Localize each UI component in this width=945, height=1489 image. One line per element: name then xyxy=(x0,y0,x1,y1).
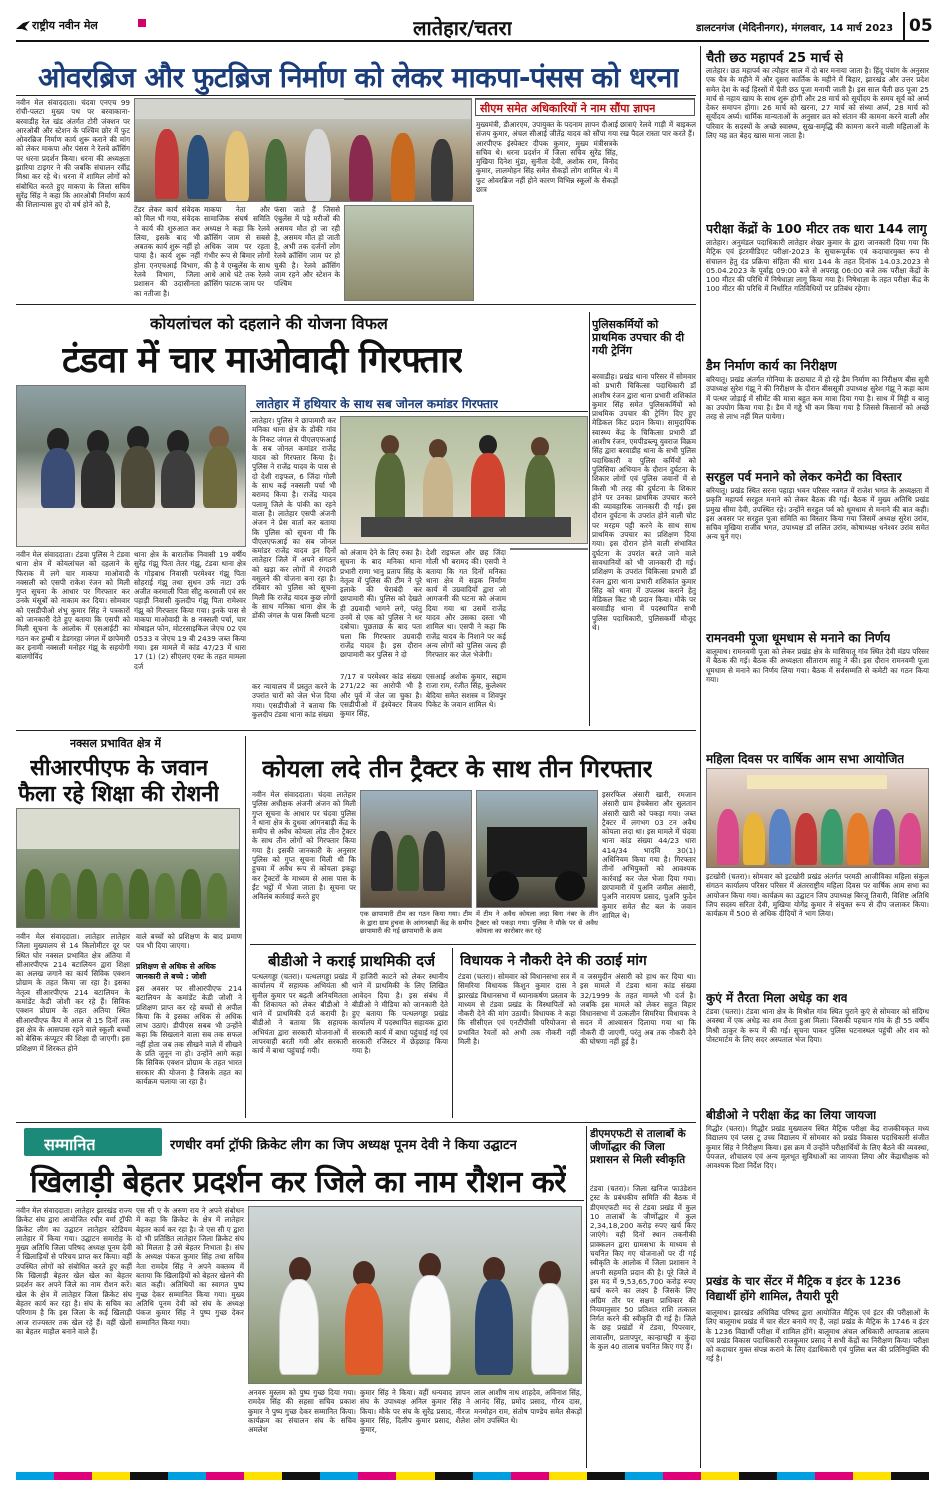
story2-col5: देशी राइफल और छह जिंदा गोली भी बरामद की। एसपी ने बताया कि गत दिनों मनिका थाना क्षेत्र में सड़क निर्माण कार्य में उग्रवादियों द्वारा जो आगजनी की घटना को अंजाम दिया गया था उसमें राजेंद्र यादव और उसका दस्ता भी शामिल था। एसपी ने कहा कि राजेंद्र यादव के निशाने पर कई अन्य लोगों को पुलिस जल्द ही गिरफ्तार कर जेल भेजेगी। xyxy=(426,548,506,660)
divider xyxy=(589,312,590,726)
story9-kicker: रणधीर वर्मा ट्रॉफी क्रिकेट लीग का जिप अध्यक्ष पूनम देवी ने किया उद्घाटन xyxy=(170,1138,517,1153)
divider xyxy=(586,1126,587,1468)
divider xyxy=(250,411,588,412)
story4-col2: वाले बच्चों को प्रशिक्षण के बाद प्रमाण पत्र भी दिया जाएगा। xyxy=(136,932,242,951)
main-headline: ओवरब्रिज और फुटब्रिज निर्माण को लेकर माकपा-पंसस को धरना xyxy=(38,61,679,94)
story6-body1: पत्थलगड्डा (चतरा)। पत्थलगड्डा प्रखंड कार्यालय में सहायक अभियंता श्री सुनील कुमार पर बढ़ती अनियमितता की शिकायत को लेकर बीडीओ ने थाने में प्राथमिकी दर्ज करायी है। बीडीओ ने बताया कि सहायक अभियंता द्वारा सरकारी योजनाओं में लापरवाही बरती गयी और सरकारी कार्य में बाधा पहुंचाई गयी। xyxy=(252,972,348,1056)
story4-col2b: इस अवसर पर सीआरपीएफ 214 बटालियन के कमांडेंट केडी जोशी ने प्रशिक्षण प्राप्त कर रहे बच्चों से अपील किया कि वे इसका अधिक से अधिक लाभ उठाएं। डीपीएस सबब भी उन्होंने कहा कि सिखलाने वाला सब तक सफल नहीं होता जब तक सीखने वाले में सीखने के प्रति जुनून ना हो। उन्होंने आगे कहा कि सिविक एक्शन प्रोग्राम के तहत भारत सरकार की योजना है जिसके तहत का कार्यक्रम चलाया जा रहा है। xyxy=(136,984,242,1086)
story4-kicker: नक्सल प्रभावित क्षेत्र में xyxy=(70,737,162,750)
right-p2: लातेहार। अनुमंडल पदाधिकारी लातेहार शेखर कुमार के द्वारा जानकारी दिया गया कि मैट्रिक एवं इंटरमीडिएट परीक्षा-2023 के सुचारूपूर्वक एवं कदाचारमुक्त रूप से संचालन हेतु दंड प्रक्रिया संहिता की धारा 144 के तहत दिनांक 14.03.2023 से 05.04.2023 के पूर्वाह्न 09:00 बजे से अपराह्न 06:00 बजे तक परीक्षा केंद्रों के 100 मीटर की परिधि में निषेधाज्ञा लागू किया गया है। निषेधाज्ञा के तहत परीक्षा केंद्र के 100 मीटर की परिधि में निर्धारित गतिविधियों पर प्रतिबंध रहेगा। xyxy=(706,238,929,294)
story9-col3: अनवरु मुस्लम को पुष्प गुच्छ दिया गया। रामदेव सिंह की सहसा सचिव प्रकाश कुमार ने पुष्प गुच्छ देकर सम्मानित किया। कार्यक्रम का संचालन संघ के सचिव अमलेश xyxy=(248,1388,356,1435)
tractor-photo-1 xyxy=(360,790,472,908)
story4-headline1: सीआरपीएफ के जवान xyxy=(30,756,209,781)
story4-sub: प्रशिक्षण से अधिक से अधिक जानकारी ले बच्चे : जोशी xyxy=(136,962,216,981)
story2-col3: लातेहार। पुलिस ने छापामारी कर मनिका थाना क्षेत्र के डोंकी गांव के निकट जंगल से पीएलएफआई के सब जोनल कमांडर राजेंद्र यादव को गिरफ्तार किया है। पुलिस ने राजेंद्र यादव के पास से दो देशी राइफल, 6 जिंदा गोली के साथ कई नक्सली पर्चा भी बरामद किया है। राजेंद्र यादव पलामू जिले के पांकी का रहने वाला है। लातेहार एसपी अंजनी अंजन ने प्रेस वार्ता कर बताया कि पुलिस को सूचना मी कि पीएलएफआई का सब जोनल कमांडर राजेंद्र यादव इन दिनों लातेहार जिले में अपने संगठन को खड़ा कर लोगों में रंगदारी वसूलने की योजना बना रहा है। रविवार को पुलिस को सूचना मिली कि राजेंद्र यादव कुछ लोगों के साथ मनिका थाना क्षेत्र के डोंकी जंगल के पास किसी घटना xyxy=(252,416,336,621)
masthead xyxy=(16,12,933,42)
story2-headline: टंडवा में चार माओवादी गिरफ्तार xyxy=(62,340,463,381)
story5-col1: नवीन मेल संवाददाता। चंदवा लातेहार पुलिस अधीक्षक अंजनी अंजन को मिली गुप्त सूचना के आधार पर चंदवा पुलिस ने थाना क्षेत्र के दुधवा आंगनबाड़ी केंद्र के समीप से अवैध कोयला लोड तीन ट्रैक्टर के साथ तीन लोगों को गिरफ्तार किया गया है। इसकी जानकारी के अनुसार पुलिस को गुप्त सूचना मिली थी कि हुचवा में अवैध रूप से कोयला इकट्ठा कर ट्रैक्टरों के माध्यम से आस पास के ईंट भट्ठों में भेजा जाता है। सूचना पर अविलंब कार्रवाई करते हुए xyxy=(252,790,356,902)
right-h8: बीडीओ ने परीक्षा केंद्र का लिया जायजा xyxy=(706,1108,877,1122)
divider xyxy=(245,736,246,1118)
story7-headline: विधायक ने नौकरी देने की उठाई मांग xyxy=(460,953,647,969)
right-h6: महिला दिवस पर वार्षिक आम सभा आयोजित xyxy=(706,752,905,766)
latehar-arrest-photo xyxy=(340,416,588,544)
story3-headline: पुलिसकर्मियों को प्राथमिक उपचार की दी गयी ट्रेनिंग xyxy=(592,318,685,357)
protest-photo-3 xyxy=(344,98,472,100)
right-h2: परीक्षा केंद्रों के 100 मीटर तक धारा 144 लागू xyxy=(706,221,927,236)
right-h1: चैती छठ महापर्व 25 मार्च से xyxy=(706,51,844,66)
divider xyxy=(700,46,701,1468)
right-p8: गिद्धौर (चतरा)। गिद्धौर प्रखंड मुख्यालय स्थित मैट्रिक परीक्षा केंद्र राजकीयकृत मध्य विद्यालय एवं प्लस टू उच्च विद्यालय में सोमवार को प्रखंड विकास पदाधिकारी संजीत कुमार सिंह ने निरीक्षण किया। इस क्रम में उन्होंने परीक्षार्थियों के लिए बैठने की व्यवस्था, पेयजल, शौचालय एवं अन्य मूलभूत सुविधाओं का जायजा लिया और केंद्राधीक्षक को आवश्यक दिशा निर्देश दिए। xyxy=(706,1124,929,1171)
story2-col1: नवीन मेल संवाददाता। टंडवा पुलिस ने टंडवा थाना क्षेत्र में कोयलांचल को दहलाने के फिराक में लगे चार माकपा माओवादी नक्सली को एसपी राकेश रंजन को मिली गुप्त सूचना के आधार पर गिरफ्तार कर उनके मंसूबों को नाकाम कर दिया। सोमवार को एसडीपीओ शंभु कुमार सिंह ने पत्रकारों को जानकारी देते हुए बताया कि एसपी को मिली सूचना के आलोक में एसआईटी का गठन कर हुम्बी व डेडगरहा जंगल में छापेमारी कर इनामी नक्सली मनोहर गंझू के सहयोगी बालगोविंद xyxy=(16,550,130,662)
right-p9: बालूमाथ। झारखंड अधिविद्य परिषद द्वारा आयोजित मैट्रिक एवं इंटर की परीक्षाओं के लिए बालूमाथ प्रखंड में चार सेंटर बनाये गए हैं, जहां प्रखंड के मैट्रिक के 1746 व इंटर के 1236 विद्यार्थी परीक्षा में शामिल होंगे। बालूमाथ अंचल अधिकारी आफताब आलम एवं प्रखंड विकास पदाधिकारी राजकुमार प्रसाद ने सभी केंद्रों का निरीक्षण किया। परीक्षा को कदाचार मुक्त संपन्न कराने के लिए दंडाधिकारी एवं पुलिस बल की प्रतिनियुक्ति की गई है। xyxy=(706,1308,929,1364)
story8-body: टंडवा (चतरा)। जिला खनिज फाउंडेशन ट्रस्ट के प्रबंधकीय समिति की बैठक में डीएमएफटी मद से टंडवा प्रखंड में कुल 10 तालाबों के जीर्णोद्धार में कुल 2,34,18,200 करोड़ रुपए खर्च किए जाएंगे। वही दिनों स्थान तकनीकी प्राक्कलन द्वारा ग्रामसभा के माध्यम से चयनित किए गए योजनाओं पर दी गई स्वीकृति के आलोक में जिला प्रशासन ने अपनी सहमति प्रदान की है। पूरे जिले में इस मद में 9,53,65,700 करोड़ रुपए खर्च करने का लक्ष्य है जिसके लिए अग्रिम तौर पर सक्षम प्राधिकार की नियमानुसार 50 प्रतिशत राशि तत्काल निर्गत करने की स्वीकृति दी गई है। जिले के छह प्रखंडों में टंडवा, पिपरवार, लावालौंग, प्रतापपुर, कान्हाचट्टी व कुंदा के कुल 40 तालाब चयनित किए गए हैं। xyxy=(590,1184,696,1352)
pink-marker xyxy=(138,19,146,27)
story5-col2: एक छापामारी टीम का गठन किया गया। टीम के द्वारा ग्राम हुचवा के आंगनबाड़ी केंद्र के समीप छापामारी की गई छापामारी के क्रम xyxy=(360,910,472,936)
story2-col2: थाना क्षेत्र के बारातोंक निवासी 19 वर्षीय सुरेंद्र गंझू पिता तेतर गंझू, टंडवा थाना क्षेत्र के गोड़बाध निवासी परमेश्वर गंझू पिता सोहराई गंझू तथा सुधन उर्फ नाटा उर्फ अजीत करमाली पिता सीटु करमाली एवं सर पहाड़ी निवासी कुलदीप गंझू पिता रामेश्वर गंझू को गिरफ्तार किया गया। इनके पास से माकपा माओवादी के 8 नक्सली पर्चा, चार मोबाइल फोन, मोटरसाइकिल जेएच 02 एव 0533 व जेएच 19 बी 2439 जब्त किया गया। इस मामले में कांड 47/23 में धारा 17 (1) (2) सीएलए एक्ट के तहत मामला दर्ज xyxy=(134,550,246,671)
story1-col3: माकपा नेता और सामाजिक संघर्ष समिति अध्यक्ष ने कहा कि रेलवे क्रॉसिंग जाम से सबसे अधिक जाम पर रहता गंभीर रूप से बिमार लोगों की है वे एम्बुलेंस के साथ आधे आधे घंटे तक रेलवे क्रॉसिंग फाटक जाम पर xyxy=(204,205,270,289)
story4-col1: नवीन मेल संवाददाता। लातेहार लातेहार जिला मुख्यालय से 14 किलोमीटर दूर पर स्थित घोर नक्सल प्रभावित क्षेत्र अंतिया में सीआरपीएफ 214 बटालियन द्वारा शिक्षा का अलख जगाने का कार्य सिविक एक्शन प्रोग्राम के तहत किया जा रहा है। इसका नेतृत्व सीआरपीएफ 214 बटालियन के कमांडेंट केडी जोशी कर रहे हैं। सिविक एक्शन प्रोग्राम के तहत अतिया स्थित सीआरपीएफ कैंप में आज से 15 दिनों तक इस क्षेत्र के आसपास रहने वाले स्कूली बच्चों को बेसिक कंप्यूटर की शिक्षा दी जाएगी। इस प्रशिक्षण में शिरकत होने xyxy=(16,932,130,1053)
divider xyxy=(16,95,696,96)
story5-col3: में टीम ने अवैध कोयला लदा बिना नंबर के तीन ट्रैक्टर को पकड़ा गया। पुलिस ने मौके पर से अवैध कोयला का कारोबार कर रहे xyxy=(476,910,598,936)
story9-col4: कुमार सिंह ने किया। वहीं धन्यवाद ज्ञापन संघ के उपाध्यक्ष अनिल कुमार सिंह ने किया। मौके पर संघ के सुरेंद्र प्रसाद, नीरज कुमार सिंह, दिलीप कुमार प्रसाद, शैलेश कुमार, xyxy=(360,1388,470,1435)
story5-col4: इसरफिल अंसारी खारी, रमजान अंसारी ग्राम हेचबेसरा और सुलतान अंसारी खारी को पकड़ा गया। जब्त ट्रैक्टर में लगभग 03 टन अवैध कोयला लदा था। इस मामले में चंदवा थाना कांड संख्या 44/23 धारा 414/34 भादवि 30(1) अधिनियम किया गया है। गिरफ्तार तीनों अभियुक्तों को आवश्यक कार्रवाई कर जेल भेजा दिया गया। छापामारी में पुअनि जमील अंसारी, पुअनि नारायण प्रसाद, पुअनि फुदेन कुमार समेत सैट बल के जवान शामिल थे। xyxy=(602,790,696,920)
protest-photo-4 xyxy=(344,205,474,301)
right-p5: बालूमाथ। रामनवमी पूजा को लेकर प्रखंड क्षेत्र के मासियातू गांव स्थित देवी मंडप परिसर में बैठक की गई। बैठक की अध्यक्षता सीताराम साहू ने की। इस दौरान रामनवमी पूजा धूमधाम से मनाने का निर्णय लिया गया। बैठक में सर्वसम्मति से कमेटी का गठन किया गया। xyxy=(706,647,929,684)
story2-col4: को अंजाम देने के लिए रुका है। सूचना के बाद मनिका थाना प्रभारी राणा भानु प्रताप सिंह के नेतृत्व में पुलिस की टीम ने पूरे इलाके की घेराबंदी कर छापामारी की। पुलिस को देखते ही उग्रवादी भागने लगे, परंतु उनमें से एक को पुलिस ने धर दबोचा। पूछताछ के बाद पता चला कि गिरफ्तार उग्रवादी राजेंद्र यादव है। इस दौरान छापामारी कर पुलिस ने दो xyxy=(340,548,422,660)
story2-col8: एसआई अशोक कुमार, सद्दाम राजा राम, रंजीत सिंह, कुलेश्वर बेदिया समेत सशस्त्र व शिवपुर पिकेट के जवान शामिल थे। xyxy=(426,672,506,709)
story9-col5: लाल आशीष नाथ शाहदेव, अविनाश सिंह, आनंद सिंह, प्रमोद प्रसाद, गौरव दास, मनमोहन राम, संतोष पाण्डेय समेत सैकड़ों लोग उपस्थित थे। xyxy=(474,1388,582,1425)
story1-subhead: सीएम समेत अधिकारियों ने नाम सौंपा ज्ञापन xyxy=(480,102,656,115)
story1-col4: फंसा जाते हैं जिससे एंबुलेंस में पड़े मरीजों की असमय मौत हो जा रही है, असमय मौत हो जाती है, अभी तक दर्जनों लोग रेलवे क्रॉसिंग जाम पर हो चुकी है। रेलवे क्रॉसिंग जाम रहने और स्टेशन के पश्चिम xyxy=(274,205,340,289)
police-photo xyxy=(510,548,588,550)
tractor-photo-2 xyxy=(476,790,598,908)
right-h3: डैम निर्माण कार्य का निरीक्षण xyxy=(706,358,837,373)
story2-col6-text: कर न्यायालय में प्रस्तुत करने के उपरांत चारों को जेल भेज दिया गया। एसडीपीओ ने बताया कि कुलदीप टंडवा थाना कांड संख्या xyxy=(252,682,336,719)
divider xyxy=(16,730,696,731)
story6-body2: में हाजिरी काटने को लेकर स्थानीय थाने में प्राथमिकी के लिए लिखित आवेदन दिया है। इस संबंध में बीडीओ ने मीडिया को जानकारी देते हुए बताया कि पत्थलगड्डा प्रखंड कार्यालय में पदस्थापित सहायक द्वारा सरकारी कार्य में बाधा पहुंचाई गई एवं सरकारी रजिस्टर में छेड़छाड़ किया गया है। xyxy=(352,972,448,1056)
story5-headline: कोयला लदे तीन ट्रैक्टर के साथ तीन गिरफ्तार xyxy=(262,755,653,783)
paper-name: राष्ट्रीय नवीन मेल xyxy=(32,19,98,32)
women-day-photo xyxy=(706,768,929,868)
divider xyxy=(16,1200,584,1201)
divider xyxy=(16,304,696,305)
maoists-photo xyxy=(16,385,246,547)
right-h9: प्रखंड के चार सेंटर में मैट्रिक व इंटर के 1236 विद्यार्थी होंगे शामिल, तैयारी पूरी xyxy=(706,1274,901,1303)
story9-col2: एस सी ए के अरुण राय ने अपने संबोधन में कहा कि क्रिकेट के क्षेत्र में लातेहार बेहतर कार्य कर रहा है। जे एस सी ए द्वारा दो भी प्रतिष्ठित लातेहार जिला क्रिकेट संघ को मिलता है उसे बेहतर निभाता है। संघ के अध्यक्ष पंकज कुमार सिंह तथा सचिव नेता रामदेव सिंह ने अपने वक्तव्य में बताया कि खिलाड़ियों को बेहतर खेलने की बात कही। अतिथियों का स्वागत पुष्प गुच्छ देकर सम्मानित किया गया। मुख्य अतिथि पूनम देवी को संघ के अध्यक्ष पंकज कुमार सिंह ने पुष्प गुच्छ देकर सम्मानित किया गया। xyxy=(136,1206,244,1327)
crpf-class-photo xyxy=(16,808,240,928)
story8-headline: डीएमएफटी से तालाबों के जीर्णोद्धार की जिला प्रशासन से मिली स्वीकृति xyxy=(590,1128,686,1166)
story1-col1: नवीन मेल संवाददाता। चंदवा एनएच 99 रांची-पलटा मुख्य पथ पर बरवाकाना- बरवाडीह रेल खंड अंतर्गत टोरी जंक्शन पर आरओबी और स्टेशन के पश्चिम छोर में फुट ओवरब्रिज निर्माण कार्य शुरू कराने की मांग को लेकर माकपा और पंसस ने रेलवे क्रॉसिंग पर धरना प्रदर्शन किया। धरना की अध्यक्षता झारिया टाइगर ने की जबकि संचालन रवींद्र मिश्रा कर रहे थे। धरना में शामिल लोगों को संबोधित करते हुए माकपा के जिला सचिव सुरेंद्र सिंह ने कहा कि आरओबी निर्माण कार्य की शिलान्यास हुए दो वर्ष होने को है, xyxy=(16,98,130,210)
place-date: डालटनगंज (मेदिनीनगर), मंगलवार, 14 मार्च 2023 xyxy=(696,23,894,34)
story2-col7: 7/17 व परमेश्वर कांड संख्या 271/22 का आरोपी भी है और पूर्व में जेल जा चुका है। एसडीपीओ में इंस्पेक्टर विजय कुमार सिंह, xyxy=(340,672,422,719)
story9-col1: नवीन मेल संवाददाता। लातेहार झारखंड राज्य क्रिकेट संघ द्वारा आयोजित रघीर वर्मा ट्रॉफी क्रिकेट लीग का उद्घाटन लातेहार स्टेडियम लातेहार में किया गया। उद्घाटन समारोह के मुख्य अतिथि जिला परिषद अध्यक्ष पूनम देवी ने खिलाड़ियों से परिचय प्राप्त कर किया। वहीं उपस्थित लोगों को संबोधित करते हुए कहीं कि खिलाड़ी बेहतर खेल खेल का बेहतर प्रदर्शन कर अपने जिले का नाम रौशन करें। खेल के क्षेत्र में लातेहार जिला क्रिकेट संघ बेहतर कार्य कर रहा है। संघ के सचिव का परिणाम है कि इस जिला के कई खिलाड़ी आज राज्यस्तर तक खेल रहे हैं। वहीं खेलों का बेहतर माहौल बनाने वाले हैं। xyxy=(16,1206,132,1336)
divider xyxy=(452,948,453,1118)
right-p6: इटखोरी (चतरा)। सोमवार को इटखोरी प्रखंड अंतर्गत परमठी आजीविका महिला संकुल संगठन कार्यालय परिसर परिसर में अंतरराष्ट्रीय महिला दिवस पर वार्षिक आम सभा का आयोजन किया गया। कार्यक्रम का उद्घाटन जिप उपाध्यक्ष बिरजू तिवारी, विशिष्ट अतिथि जिप सदस्य सरिता देवी, मुखिया योगेंद्र कुमार ने संयुक्त रूप से दीप जलाकर किया। कार्यक्रम में 500 से अधिक दीदियों ने भाग लिया। xyxy=(706,872,929,919)
divider xyxy=(250,944,696,945)
right-p7: टंडवा (चतरा)। टंडवा थाना क्षेत्र के मिश्रौल गांव स्थित पुराने कुएं से सोमवार को संदिग्ध अवस्था में एक अधेड़ का शव तैरता हुआ मिला। जिसकी पहचान गांव के ही 55 वर्षीय मिश्री ठाकुर के रूप में की गई। सूचना पाकर पुलिस घटनास्थल पहुंची और शव को पोस्टमार्टम के लिए सदर अस्पताल भेज दिया। xyxy=(706,1007,929,1044)
story3-body: बरवाडीह। प्रखंड थाना परिसर में सोमवार को प्रभारी चिकित्सा पदाधिकारी डॉ आशीष रंजन द्वारा थाना प्रभारी शशिकांत कुमार सिंह समेत पुलिसकर्मियों को प्राथमिक उपचार की ट्रेनिंग दिए हुए मेडिकल किट प्रदान किया। सामुदायिक स्वास्थ्य केंद्र के चिकित्सा प्रभारी डॉ आशीष रंजन, एमपीडब्ल्यू युवराज विक्रम सिंह द्वारा बरवाडीह थाना के सभी पुलिस पदाधिकारी व पुलिस कर्मियों को पुलिसिया अभियान के दौरान दुर्घटना के शिकार लोगों एवं पुलिस जवानों में से किसी भी तरह की दुर्घटना के शिकार होने पर उनका प्राथमिक उपचार करने की व्यावहारिक जानकारी दी गई। इस दौरान दुर्घटना के उपरांत होने वाली चोट पर मरहम पट्टी करने के साथ साथ प्राथमिक उपचार का प्रशिक्षण दिया गया। इस दौरान होने वाली संभावित दुर्घटना के उपरांत बरते जाने वाले सावधानियों को भी जानकारी दी गई। प्रशिक्षण के उपरांत चिकित्सा प्रभारी डॉ रंजन द्वारा थाना प्रभारी शशिकांत कुमार सिंह को थाना में उपलब्ध कराने हेतु मेडिकल किट भी प्रदान किया। मौके पर बरवाडीह थाना में पदस्थापित सभी पुलिस पदाधिकारी, पुलिसकर्मी मौजूद थे। xyxy=(592,372,696,633)
section-title: लातेहार/चतरा xyxy=(413,16,512,40)
paper-logo-icon xyxy=(16,18,30,30)
right-h7: कुएं में तैरता मिला अधेड़ का शव xyxy=(706,991,848,1005)
right-p3: बरियातू। प्रखंड अंतर्गत गोनिया के छठाघाट में हो रहे डैम निर्माण का निरीक्षण बीस सूत्री उपाध्यक्ष सुरेश गंझू ने की निरीक्षण के दौरान बीससूत्री उपाध्यक्ष सुरेश गंझू ने कहा काम में पत्थर जोड़ाई में सीमेंट की मात्रा बहुत कम मात्रा दिया गया है। साथ में मिट्टी व बालू का उपयोग किया गया है। डैम में गड्ढे भी कम किया गया है जिससे किसानों को अच्छे तरह से लाभ नहीं मिल पायेगा। xyxy=(706,375,929,422)
story7-body1: टंडवा (चतरा)। सोमवार को विधानसभा सत्र में सिमरिया विधायक किशुन कुमार दास ने झारखंड विधानसभा में ध्यानाकर्षण प्रस्ताव के माध्यम से टंडवा प्रखंड के विस्थापितों को नौकरी देने की मांग उठायी। विधायक ने कहा कि सीसीएल एवं एनटीपीसी परियोजना से प्रभावित रैयतों को अभी तक नौकरी नहीं मिली है। xyxy=(458,972,576,1047)
divider xyxy=(16,1122,696,1123)
right-p1: लातेहार। छठ महापर्व का त्यौहार साल में दो बार मनाया जाता है। हिंदू पंचांग के अनुसार एक चैत्र के महीने में और दूसरा कार्तिक के महीने में बिहार, झारखंड और उत्तर प्रदेश समेत देश के कई हिस्सों में चैती छठ पूजा मनायी जाती है। इस साल चैती छठ पूजा 25 मार्च से नहाय खाय के साथ शुरू होगी और 28 मार्च को सूर्योदय के समय सूर्य को अर्घ्य देकर समापन होगा। 26 मार्च को खरना, 27 मार्च को संध्या अर्घ्य, 28 मार्च को सूर्योदय अर्घ्य। धार्मिक मान्यताओं के अनुसार व्रत को संतान की कामना करने वाली और परिवार के सदस्यों के अच्छे स्वास्थ्य, सुख-समृद्धि की कामना करने वाली महिलाओं के लिए यह व्रत बेहद खास माना जाता है। xyxy=(706,66,929,141)
protest-photo xyxy=(134,98,472,202)
right-p4: बरियातू। प्रखंड स्थित सरना पहाड़ा भवन परिसर नवगत में राजेश भगत के अध्यक्षता में प्रकृति महापर्व सरहुल मनाने को लेकर बैठक की गई। बैठक में मुख्य अतिथि प्रखंड प्रमुख सीमा देवी, उपस्थित रहे। उन्होंने सरहुल पर्व को धूमधाम से मनाने की बात कही। इस अवसर पर सरहुल पूजा समिति का विस्तार किया गया जिसमें अध्यक्ष सुरेश उरांव, सचिव मुखिया राजीव भगत, उपाध्यक्ष डॉ ललित उरांव, कोषाध्यक्ष धनेश्वर उरांव समेत अन्य चुने गए। xyxy=(706,486,929,542)
story6-headline: बीडीओ ने कराई प्राथमिकी दर्ज xyxy=(268,952,436,970)
story1-col6: छात्राएं रेलवे गाड़ी में बाइकल रख पैदल रास्ता पार करते हैं। xyxy=(620,120,696,139)
registration-strip xyxy=(16,1472,929,1480)
story2-kicker: कोयलांचल को दहलाने की योजना विफल xyxy=(150,314,388,333)
story7-body2: व जसमुदीन अंसारी को हाथ कर दिया था। इस मामले में टंडवा थाना कांड संख्या 32/1999 के तहत मामले भी दर्ज है। जबकि इस मामले को लेकर सहुत विहार विधानसभा में उत्कलीन सिमरिया विधायक ने सदन में आश्वासन दिलाया गया था कि नौकरी दी जाएगी, परंतु अब तक नौकरी देने की घोषणा नहीं हुई है। xyxy=(580,972,696,1047)
story2-subhead: लातेहार में हथियार के साथ सब जोनल कमांडर गिरफ्तार xyxy=(256,397,498,411)
story9-headline: खिलाड़ी बेहतर प्रदर्शन कर जिले का नाम रौशन करें xyxy=(30,1165,567,1200)
story1-col5: मुख्यमंत्री, डीआरएम, उपायुक्त के पदनाम ज्ञापन दीआई संजय कुमार, अंचल सीआई जीतेंद्र यादव को सौंपा गया आरपीएफ इंस्पेक्टर दीपक कुमार, मुख्य मंत्रीसत्रके सचिव थे। धरना प्रदर्शन में जिला सचिव सुरेंद्र सिंह, मुखिया दिनेश मुंडा, सुनीता देवी, अशोक राम, विनोद कुमार, लालमोहन सिंह समेत सैकड़ों लोग शामिल थे। में फुट ओवरब्रिज नहीं होने कारण विभिन्न स्कूलों के सैकड़ों छात्र xyxy=(476,120,618,195)
right-h4: सरहुल पर्व मनाने को लेकर कमेटी का विस्तार xyxy=(706,470,902,484)
page-number: 05 xyxy=(909,16,933,36)
story1-col2: टेंडर लेकर कार्य संवेदक को मिल भी गया, संवेदक ने कार्य की शुरुआत कर लिया, इसके बाद भी अबतक कार्य शुरू नहीं हो पाया है। कार्य शुरू नहीं होना एनएचआई विभाग, रेलवे विभाग, जिला प्रशासन की उदासीनता का नतीजा है। xyxy=(134,205,200,298)
cricket-photo xyxy=(248,1206,582,1384)
story4-headline2: फैला रहे शिक्षा की रोशनी xyxy=(18,782,220,807)
right-h5: रामनवमी पूजा धूमधाम से मनाने का निर्णय xyxy=(706,631,891,645)
story9-badge: सम्मानित xyxy=(44,1135,96,1154)
